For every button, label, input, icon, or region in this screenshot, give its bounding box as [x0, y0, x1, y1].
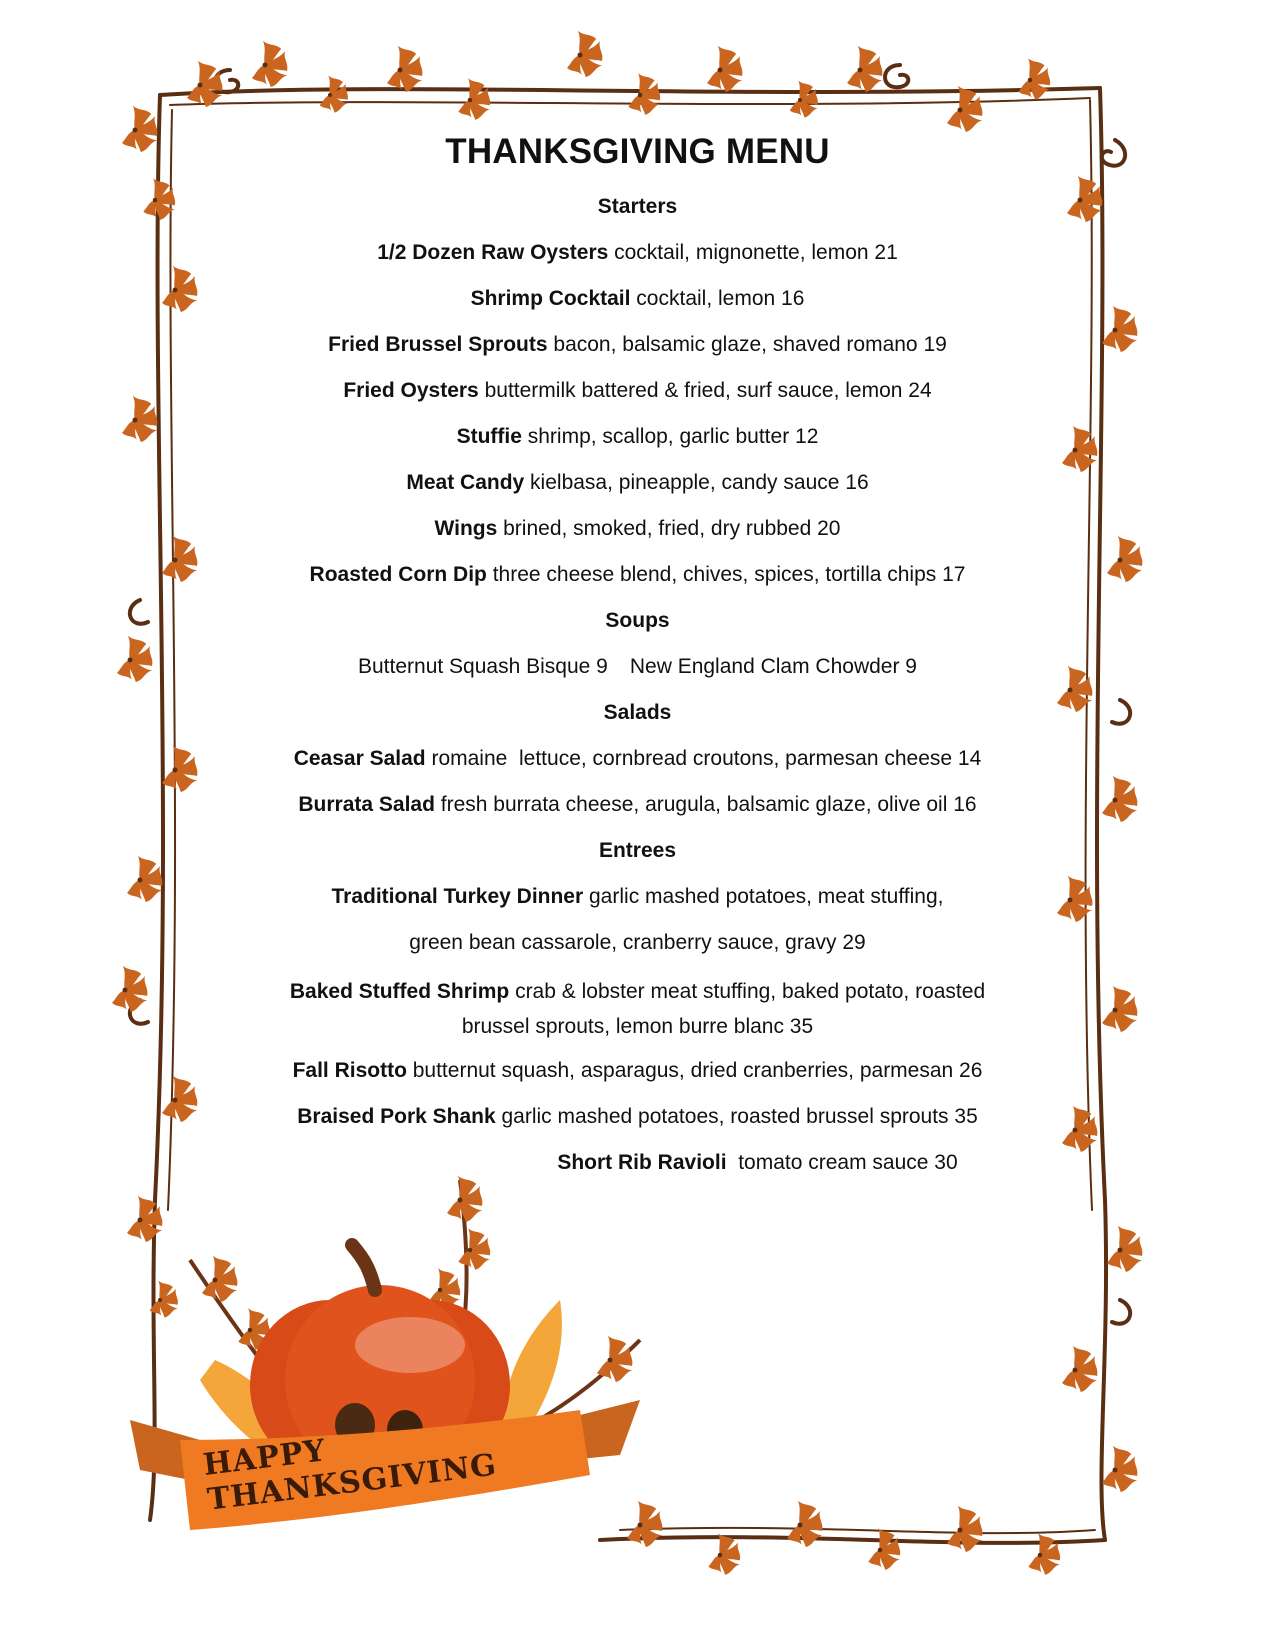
item-desc: butternut squash, asparagus, dried cranberries, parmesan 26 — [406, 1059, 983, 1082]
menu-item — [240, 560, 1035, 590]
item-desc: brined, smoked, fried, dry rubbed 20 — [497, 517, 841, 540]
menu-item — [240, 330, 1035, 360]
item-desc: garlic mashed potatoes, roasted brussel sprouts 35 — [495, 1105, 978, 1128]
menu-item-continued: green bean cassarole, cranberry sauce, gravy 29 — [409, 931, 866, 954]
soups-line — [240, 652, 1035, 682]
item-desc: crab & lobster meat stuffing, baked potato, roasted brussel sprouts, lemon burre blanc 35 — [461, 980, 986, 1038]
item-desc: shrimp, scallop, garlic butter 12 — [521, 425, 819, 448]
menu-item — [240, 1102, 1035, 1132]
item-name: Burrata Salad — [298, 793, 435, 816]
item-desc: cocktail, lemon 16 — [630, 287, 805, 310]
item-name: Meat Candy — [406, 471, 525, 494]
menu-item — [240, 882, 1035, 912]
item-desc: bacon, balsamic glaze, shaved romano 19 — [547, 333, 947, 356]
item-name: Wings — [434, 517, 498, 540]
item-desc: kielbasa, pineapple, candy sauce 16 — [524, 471, 869, 494]
section-heading-starters: Starters — [597, 195, 678, 218]
item-name: Ceasar Salad — [293, 747, 426, 770]
menu-item — [240, 284, 1035, 314]
item-desc: romaine lettuce, cornbread croutons, parmesan cheese 14 — [425, 747, 982, 770]
soup-item: Butternut Squash Bisque 9 — [358, 655, 608, 678]
menu-item — [240, 514, 1035, 544]
item-name: Traditional Turkey Dinner — [331, 885, 584, 908]
menu-item — [240, 376, 1035, 406]
menu-item — [240, 1148, 1035, 1178]
item-desc: cocktail, mignonette, lemon 21 — [608, 241, 898, 264]
section-heading-soups: Soups — [605, 609, 670, 632]
item-name: Stuffie — [456, 425, 522, 448]
menu-item — [273, 974, 1003, 1044]
banner-text: HAPPY THANKSGIVING — [201, 1433, 499, 1518]
menu-item — [240, 790, 1035, 820]
menu-item — [240, 468, 1035, 498]
menu-item — [240, 422, 1035, 452]
item-name: Fried Brussel Sprouts — [328, 333, 548, 356]
soup-item: New England Clam Chowder 9 — [629, 655, 917, 678]
item-name: 1/2 Dozen Raw Oysters — [377, 241, 609, 264]
item-name: Braised Pork Shank — [297, 1105, 496, 1128]
menu-content — [240, 130, 1035, 1178]
item-desc: buttermilk battered & fried, surf sauce, lemon 24 — [478, 379, 932, 402]
item-desc: fresh burrata cheese, arugula, balsamic glaze, olive oil 16 — [434, 793, 977, 816]
item-name: Short Rib Ravioli — [557, 1151, 727, 1174]
item-desc: three cheese blend, chives, spices, tortilla chips 17 — [486, 563, 966, 586]
item-name: Roasted Corn Dip — [309, 563, 487, 586]
page-title: THANKSGIVING MENU — [445, 132, 830, 171]
item-name: Shrimp Cocktail — [470, 287, 631, 310]
item-desc: garlic mashed potatoes, meat stuffing, — [583, 885, 944, 908]
item-name: Baked Stuffed Shrimp — [289, 980, 510, 1003]
menu-item — [240, 1056, 1035, 1086]
section-heading-entrees: Entrees — [598, 839, 677, 862]
item-name: Fried Oysters — [343, 379, 479, 402]
section-heading-salads: Salads — [603, 701, 672, 724]
item-name: Fall Risotto — [292, 1059, 407, 1082]
item-desc: tomato cream sauce 30 — [726, 1151, 958, 1174]
menu-item — [240, 744, 1035, 774]
menu-item — [240, 238, 1035, 268]
